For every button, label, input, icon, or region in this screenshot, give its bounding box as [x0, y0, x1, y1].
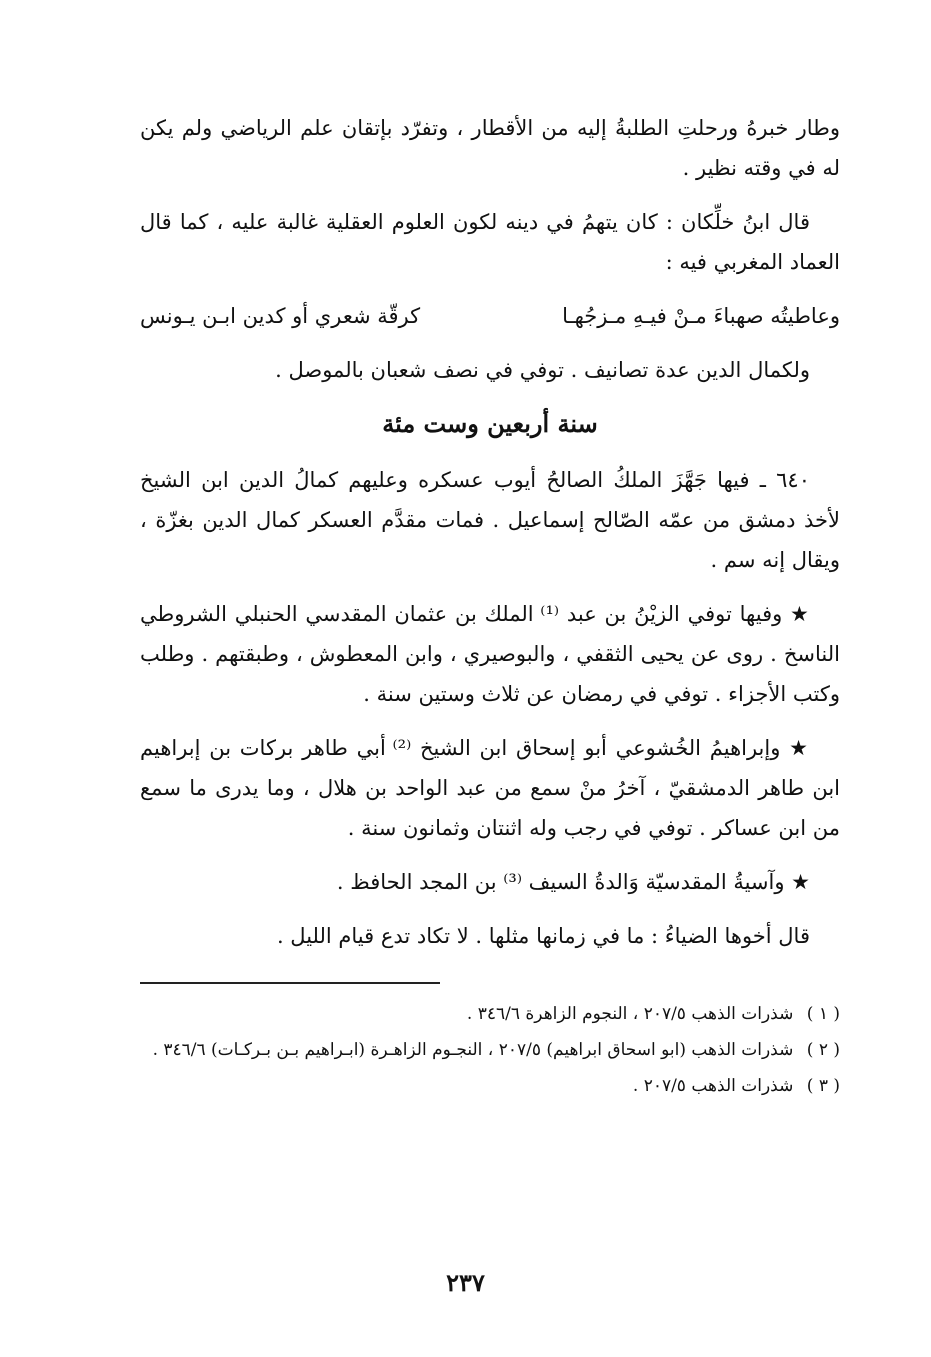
- poem-verse: [140, 296, 840, 336]
- section-heading: سنة أربعين وست مئة: [382, 409, 598, 438]
- paragraph-8: قال أخوها الضياءُ : ما في زمانها مثلها . لا تكاد تدع قيام الليل .: [276, 924, 810, 948]
- paragraph-5: ★ وفيها توفي الزيْنُ بن عبد ⁽¹⁾ الملك بن عثمان المقدسي الحنبلي الشروطي الناسخ . روى عن يحيى الثقفي ، والبوصيري ، وابن المعطوش ، وطبقتهم . وطلب وكتب الأجزاء . توفي في رمضان عن ثلاث وستين سنة .: [140, 602, 840, 706]
- footnote-text: شذرات الذهب ٢٠٧/٥ ، النجوم الزاهرة ٣٤٦/٦ .: [466, 1004, 794, 1024]
- footnotes: [140, 998, 840, 1102]
- footnote-number: ( ٢ ): [806, 1040, 840, 1060]
- footnote-divider: [140, 982, 440, 984]
- footnote-text: شذرات الذهب (ابو اسحاق ابراهيم) ٢٠٧/٥ ، النجـوم الزاهـرة (ابـراهيم بـن بـركـات) ٣٤٦/٦ .: [152, 1040, 794, 1060]
- footnote-number: ( ٣ ): [806, 1076, 840, 1096]
- paragraph-3: ولكمال الدين عدة تصانيف . توفي في نصف شعبان بالموصل .: [275, 358, 810, 382]
- page-body: [140, 108, 840, 1328]
- page-number: ٢٣٧: [446, 1268, 485, 1297]
- footnote-1: [140, 998, 840, 1030]
- footnote-number: ( ١ ): [806, 1004, 840, 1024]
- paragraph-7: ★ وآسيةُ المقدسيّة وَالدةُ السيف ⁽³⁾ بن المجد الحافظ .: [336, 870, 810, 894]
- footnote-3: [140, 1070, 840, 1102]
- poem-hemistich-left: كرقّة شعري أو كدين ابـن يـونس: [140, 304, 421, 328]
- paragraph-6: ★ وإبراهيمُ الخُشوعي أبو إسحاق ابن الشيخ ⁽²⁾ أبي طاهر بركات بن إبراهيم ابن طاهر الدمشقيّ ، آخرُ منْ سمع من عبد الواحد بن هلال ، وما يدرى ما سمع من ابن عساكر . توفي في رجب وله اثنتان وثمانون سنة .: [140, 736, 840, 840]
- footnote-text: شذرات الذهب ٢٠٧/٥ .: [632, 1076, 794, 1096]
- footnote-2: [140, 1034, 840, 1066]
- poem-hemistich-right: وعاطيتُه صهباءَ مـنْ فيـهِ مـزجُهـا: [562, 304, 840, 328]
- paragraph-2: قال ابنُ خلِّكان : كان يتهمُ في دينه لكون العلوم العقلية غالبة عليه ، كما قال العماد المغربي فيه :: [140, 210, 840, 274]
- paragraph-4: ٦٤٠ ـ فيها جَهَّزَ الملكُ الصالحُ أيوب عسكره وعليهم كمالُ الدين ابن الشيخ لأخذ دمشق من عمّه الصّالح إسماعيل . فمات مقدَّم العسكر كمال الدين بغزّة ، ويقال إنه سم .: [140, 468, 840, 572]
- paragraph-1: وطار خبرهُ ورحلتِ الطلبةُ إليه من الأقطار ، وتفرّد بإتقان علم الرياضي ولم يكن له في وقته نظير .: [140, 116, 840, 180]
